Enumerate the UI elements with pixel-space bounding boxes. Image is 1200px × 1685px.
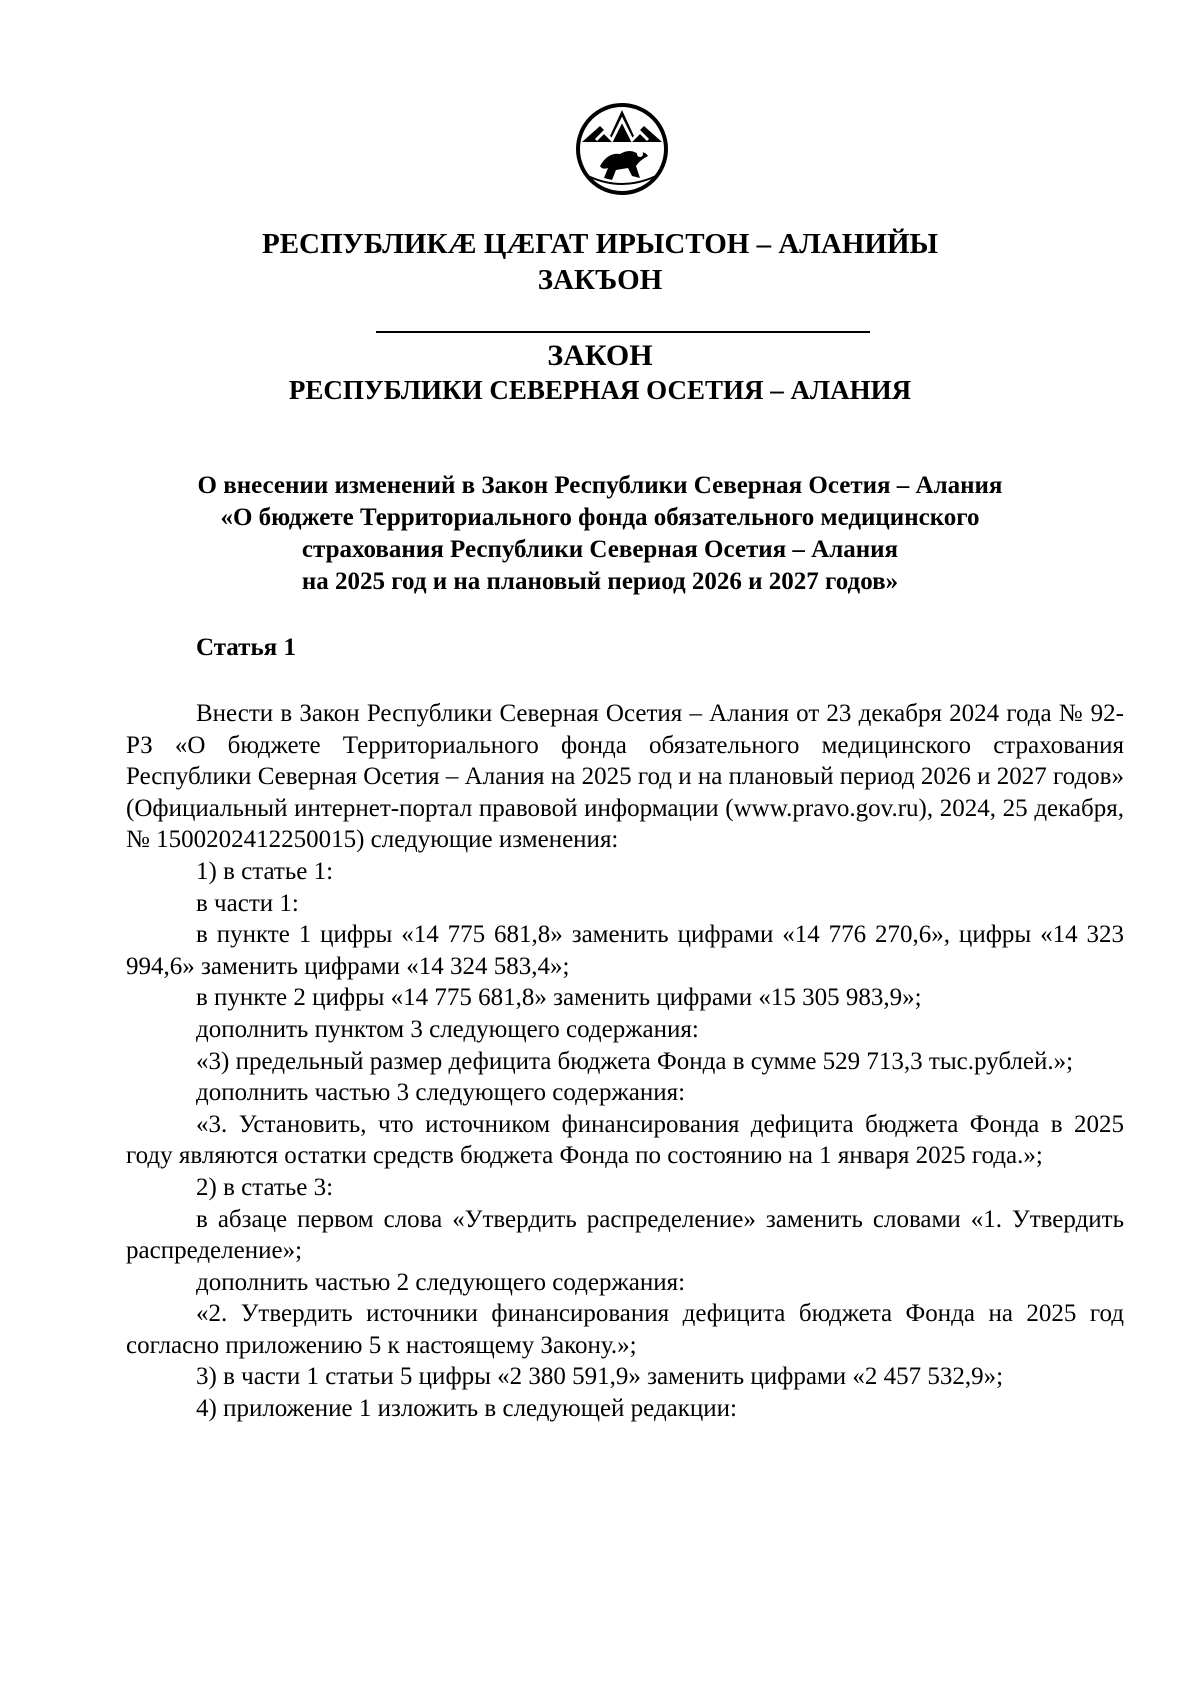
law-subject <box>120 470 1080 598</box>
subject-line: «О бюджете Территориального фонда обязательного медицинского <box>220 504 980 531</box>
paragraph: 3) в части 1 статьи 5 цифры «2 380 591,9» заменить цифрами «2 457 532,9»; <box>196 1363 1004 1391</box>
paragraph: 2) в статье 3: <box>196 1173 334 1201</box>
paragraph: Внести в Закон Республики Северная Осетия – Алания от 23 декабря 2024 года № 92-РЗ «О бюджете Территориального фонда обязательного медицинского страхования Республики Северная Осетия – Алания на 2025 год и на плановый период 2026 и 2027 годов» (Официальный интернет-портал правовой информации (www.pravo.gov.ru), 2024, 25 декабря, № 1500202412250015) следующие изменения: <box>126 700 1124 854</box>
subject-line: О внесении изменений в Закон Республики Северная Осетия – Алания <box>197 472 1003 499</box>
subject-line: на 2025 год и на плановый период 2026 и 2027 годов» <box>301 568 899 595</box>
subject-line: страхования Республики Северная Осетия – Алания <box>301 536 899 563</box>
paragraph: 4) приложение 1 изложить в следующей редакции: <box>196 1395 737 1423</box>
russian-law-title: ЗАКОН <box>547 339 653 372</box>
coat-of-arms-icon <box>574 96 670 202</box>
ossetian-republic-name: РЕСПУБЛИКӔ ЦӔГАТ ИРЫСТОН – АЛАНИЙЫ <box>262 228 938 260</box>
paragraph: в части 1: <box>196 889 299 917</box>
paragraph: в пункте 1 цифры «14 775 681,8» заменить цифрами «14 776 270,6», цифры «14 323 994,6» заменить цифрами «14 324 583,4»; <box>126 921 1124 980</box>
paragraph: дополнить пунктом 3 следующего содержания: <box>196 1015 699 1043</box>
ossetian-law-title: ЗАКЪОН <box>537 264 663 296</box>
paragraph: дополнить частью 3 следующего содержания: <box>196 1079 686 1107</box>
russian-republic-name: РЕСПУБЛИКИ СЕВЕРНАЯ ОСЕТИЯ – АЛАНИЯ <box>288 375 912 405</box>
paragraph: «3) предельный размер дефицита бюджета Фонда в сумме 529 713,3 тыс.рублей.»; <box>196 1047 1074 1075</box>
paragraph: «3. Установить, что источником финансирования дефицита бюджета Фонда в 2025 году являются остатки средств бюджета Фонда по состоянию на 1 января 2025 года.»; <box>126 1110 1124 1170</box>
article-title: Статья 1 <box>196 634 296 661</box>
header-divider <box>376 331 870 333</box>
paragraph: «2. Утвердить источники финансирования дефицита бюджета Фонда на 2025 год согласно приложению 5 к настоящему Закону.»; <box>126 1300 1124 1359</box>
paragraph: дополнить частью 2 следующего содержания: <box>196 1268 686 1296</box>
paragraph: 1) в статье 1: <box>196 857 334 885</box>
paragraph: в абзаце первом слова «Утвердить распределение» заменить словами «1. Утвердить распределение»; <box>126 1205 1124 1265</box>
paragraph: в пункте 2 цифры «14 775 681,8» заменить цифрами «15 305 983,9»; <box>196 984 922 1012</box>
article-body <box>126 698 1124 1425</box>
